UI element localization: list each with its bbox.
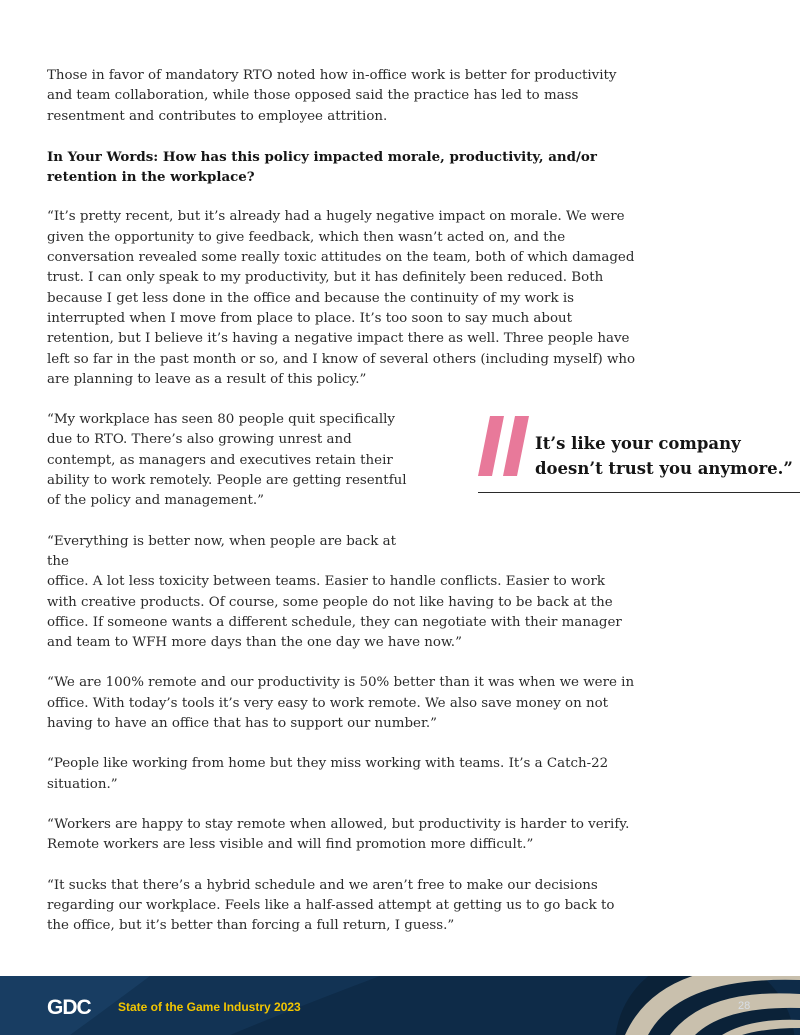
respondent-quote: “It’s pretty recent, but it’s already had a hugely negative impact on morale. We were given the opportunity to give feedback, which then wasn’t acted on, and the conversation revealed some really toxic attitudes on the team, both of which damaged trust. I can only speak to my productivity, but it has definitely been reduced. Both because I get less done in the office and because the continuity of my work is interrupted when I move from place to place. It’s too soon to say much about retention, but I believe it’s having a negative impact there as well. Three people have left so far in the past month or so, and I know of several others (including myself) who are planning to leave as a result of this policy.” — [47, 209, 636, 387]
respondent-quote: “It sucks that there’s a hybrid schedule and we aren’t free to make our decisions regarding our workplace. Feels like a half-assed attempt at getting us to go back to the office, but it’s better than forcing a full return, I guess.” — [47, 877, 615, 934]
quotation-mark-icon — [478, 412, 532, 480]
respondent-quote: “Workers are happy to stay remote when allowed, but productivity is harder to verify. Remote workers are less visible and will find promotion more difficult.” — [47, 816, 630, 853]
page-number: 28 — [738, 1000, 751, 1012]
pull-quote-text: It’s like your company doesn’t trust you anymore.” — [535, 434, 793, 478]
footer-bar — [0, 976, 800, 1035]
respondent-quote-continuation: office. A lot less toxicity between teams. Easier to handle conflicts. Easier to work with creative products. Of course, some people do not like having to be back at the office. If someone wants a different schedule, they can negotiate with their manager and team to WFH more days than the one day we have now.” — [47, 574, 622, 651]
respondent-quote: “We are 100% remote and our productivity is 50% better than it was when we were in office. With today’s tools it’s very easy to work remote. We also save money on not having to have an office that has to support our number.” — [47, 675, 635, 732]
survey-question: In Your Words: How has this policy impacted morale, productivity, and/or retention in the workplace? — [47, 148, 597, 186]
respondent-quote — [47, 532, 637, 654]
report-title: State of the Game Industry 2023 — [118, 1000, 301, 1014]
pull-quote — [478, 410, 800, 493]
gdc-logo — [47, 996, 105, 1022]
respondent-quote: “People like working from home but they miss working with teams. It’s a Catch-22 situation.” — [47, 756, 609, 792]
article-body — [47, 66, 637, 956]
respondent-quote: “My workplace has seen 80 people quit specifically due to RTO. There’s also growing unrest and contempt, as managers and executives retain their ability to work remotely. People are getting resentful of the policy and management.” — [47, 412, 407, 509]
intro-paragraph: Those in favor of mandatory RTO noted how in-office work is better for productivity and team collaboration, while those opposed said the practice has led to mass resentment and contributes to employee attrition. — [47, 68, 617, 124]
gdc-logo-text: GDC — [47, 996, 91, 1018]
respondent-quote-line: “Everything is better now, when people are back at the — [47, 533, 396, 569]
